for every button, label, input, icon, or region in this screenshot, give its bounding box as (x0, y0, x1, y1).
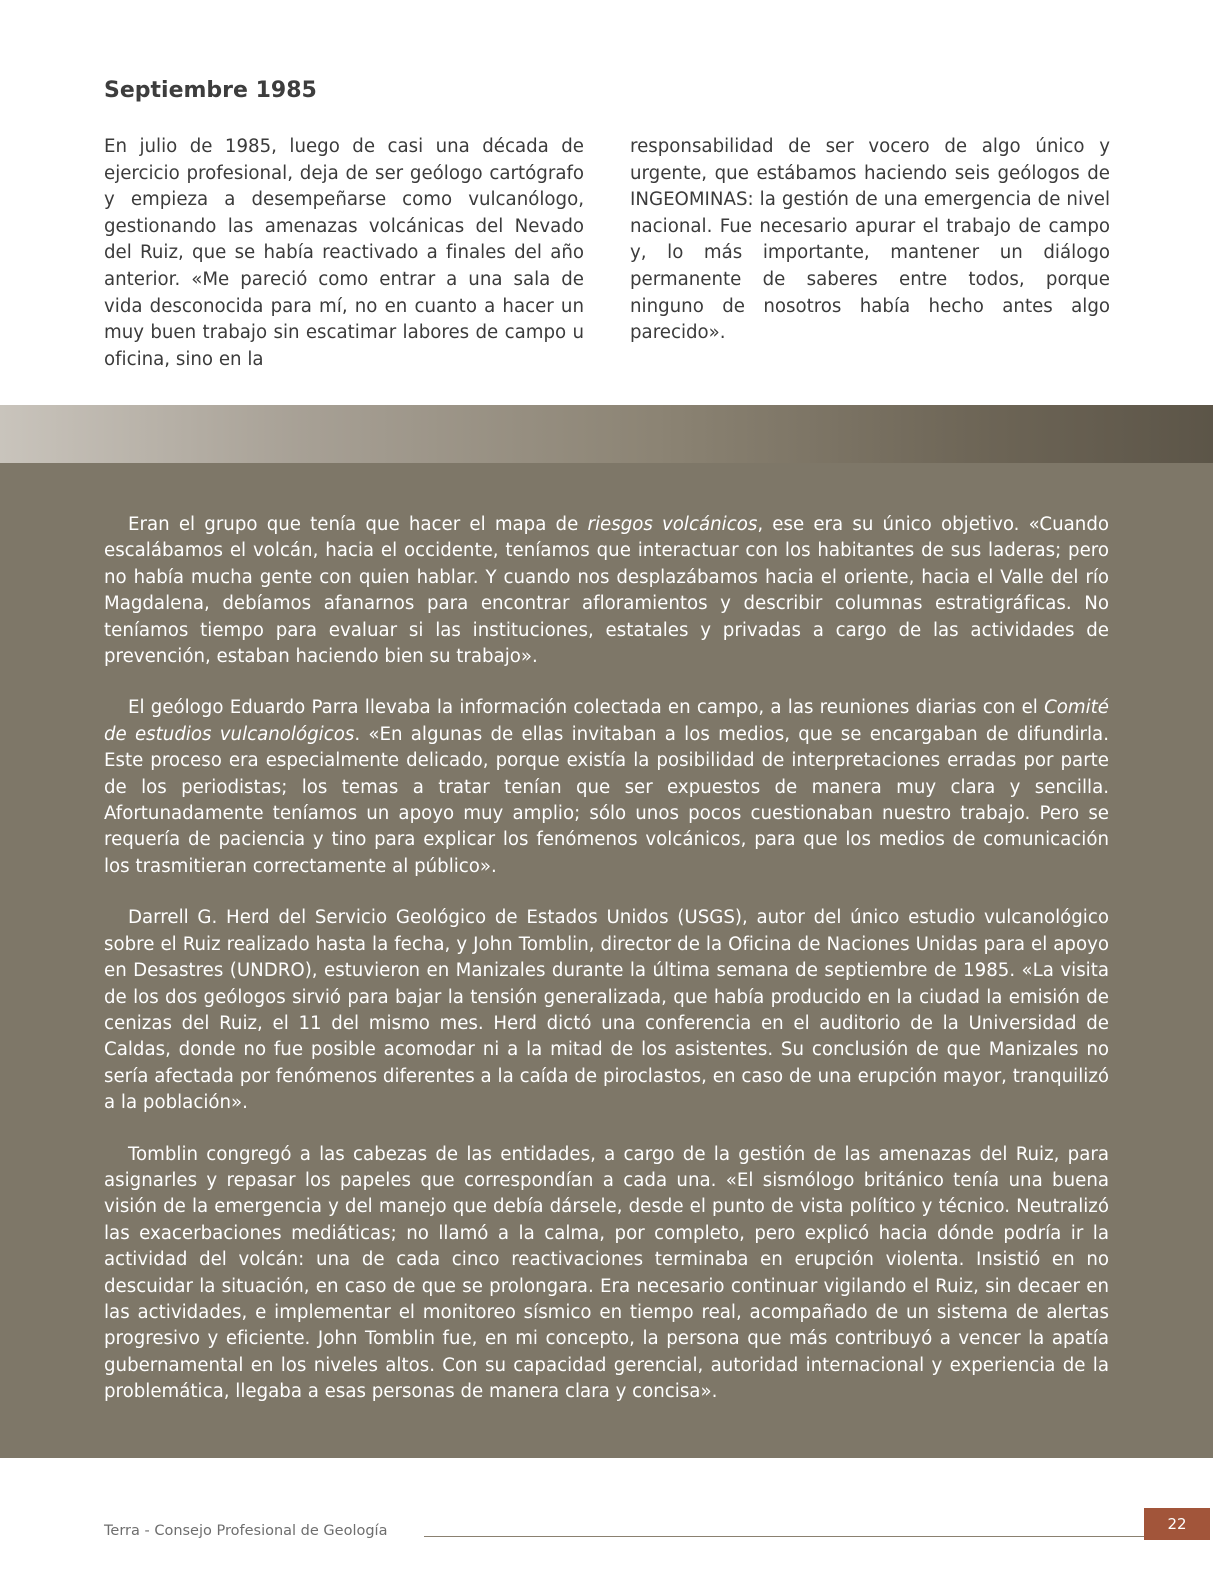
gradient-band (0, 405, 1213, 463)
intro-column-left: En julio de 1985, luego de casi una década de ejercicio profesional, deja de ser geólogo cartógrafo y empieza a desempeñarse como vulcanólogo, gestionando las amenazas volcánicas del Nevado del Ruiz, que se había reactivado a finales del año anterior. «Me pareció como entrar a una sala de vida desconocida para mí, no en cuanto a hacer un muy buen trabajo sin escatimar labores de campo u oficina, sino en la (104, 136, 584, 370)
emphasis-comite: Comité de estudios vulcanológicos (104, 697, 1109, 745)
panel-paragraph-2: El geólogo Eduardo Parra llevaba la información colectada en campo, a las reuniones diarias con el Comité de estudios vulcanológicos. «En algunas de ellas invitaban a los medios, que se encargaban de difundirla. Este proceso era especialmente delicado, porque existía la posibilidad de interpretaciones erradas por parte de los periodistas; los temas a tratar tenían que ser expuestos de manera muy clara y sencilla. Afortunadamente teníamos un apoyo muy amplio; sólo unos pocos cuestionaban nuestro trabajo. Pero se requería de paciencia y tino para explicar los fenómenos volcánicos, para que los medios de comunicación los trasmitieran correctamente al público». (104, 697, 1109, 877)
panel-paragraph-4: Tomblin congregó a las cabezas de las entidades, a cargo de la gestión de las amenazas del Ruiz, para asignarles y repasar los papeles que correspondían a cada una. «El sismólogo británico tenía una buena visión de la emergencia y del manejo que debía dársele, desde el punto de vista político y técnico. Neutralizó las exacerbaciones mediáticas; no llamó a la calma, por completo, pero explicó hacia dónde podría ir la actividad del volcán: una de cada cinco reactivaciones terminaba en erupción violenta. Insistió en no descuidar la situación, en caso de que se prolongara. Era necesario continuar vigilando el Ruiz, sin decaer en las actividades, e implementar el monitoreo sísmico en tiempo real, acompañado de un sistema de alertas progresivo y eficiente. John Tomblin fue, en mi concepto, la persona que más contribuyó a vencer la apatía gubernamental en los niveles altos. Con su capacidad gerencial, autoridad internacional y experiencia de la problemática, llegaba a esas personas de manera clara y concisa». (104, 1143, 1109, 1403)
footer-publication: Terra - Consejo Profesional de Geología (104, 1523, 388, 1539)
page-number: 22 (1167, 1515, 1187, 1533)
panel-text (104, 512, 1109, 1431)
panel-paragraph-1: Eran el grupo que tenía que hacer el mapa de riesgos volcánicos, ese era su único objetivo. «Cuando escalábamos el volcán, hacia el occidente, teníamos que interactuar con los habitantes de sus laderas; pero no había mucha gente con quien hablar. Y cuando nos desplazábamos hacia el oriente, hacia el Valle del río Magdalena, debíamos afanarnos para encontrar afloramientos y describir columnas estratigráficas. No teníamos tiempo para evaluar si las instituciones, estatales y privadas a cargo de las actividades de prevención, estaban haciendo bien su trabajo». (104, 514, 1109, 668)
panel-paragraph-3: Darrell G. Herd del Servicio Geológico de Estados Unidos (USGS), autor del único estudio vulcanológico sobre el Ruiz realizado hasta la fecha, y John Tomblin, director de la Oficina de Naciones Unidas para el apoyo en Desastres (UNDRO), estuvieron en Manizales durante la última semana de septiembre de 1985. «La visita de los dos geólogos sirvió para bajar la tensión generalizada, que había producido en la ciudad la emisión de cenizas del Ruiz, el 11 del mismo mes. Herd dictó una conferencia en el auditorio de la Universidad de Caldas, donde no fue posible acomodar ni a la mitad de los asistentes. Su conclusión de que Manizales no sería afectada por fenómenos diferentes a la caída de piroclastos, en caso de una erupción mayor, tranquilizó a la población». (104, 907, 1109, 1114)
emphasis-riesgos: riesgos volcánicos (587, 514, 758, 535)
page-number-badge (1144, 1508, 1210, 1540)
intro-column-right: responsabilidad de ser vocero de algo único y urgente, que estábamos haciendo seis geólogos de INGEOMINAS: la gestión de una emergencia de nivel nacional. Fue necesario apurar el trabajo de campo y, lo más importante, mantener un diálogo permanente de saberes entre todos, porque ninguno de nosotros había hecho antes algo parecido». (630, 136, 1110, 344)
footer-divider (424, 1536, 1144, 1537)
section-title: Septiembre 1985 (104, 78, 317, 103)
